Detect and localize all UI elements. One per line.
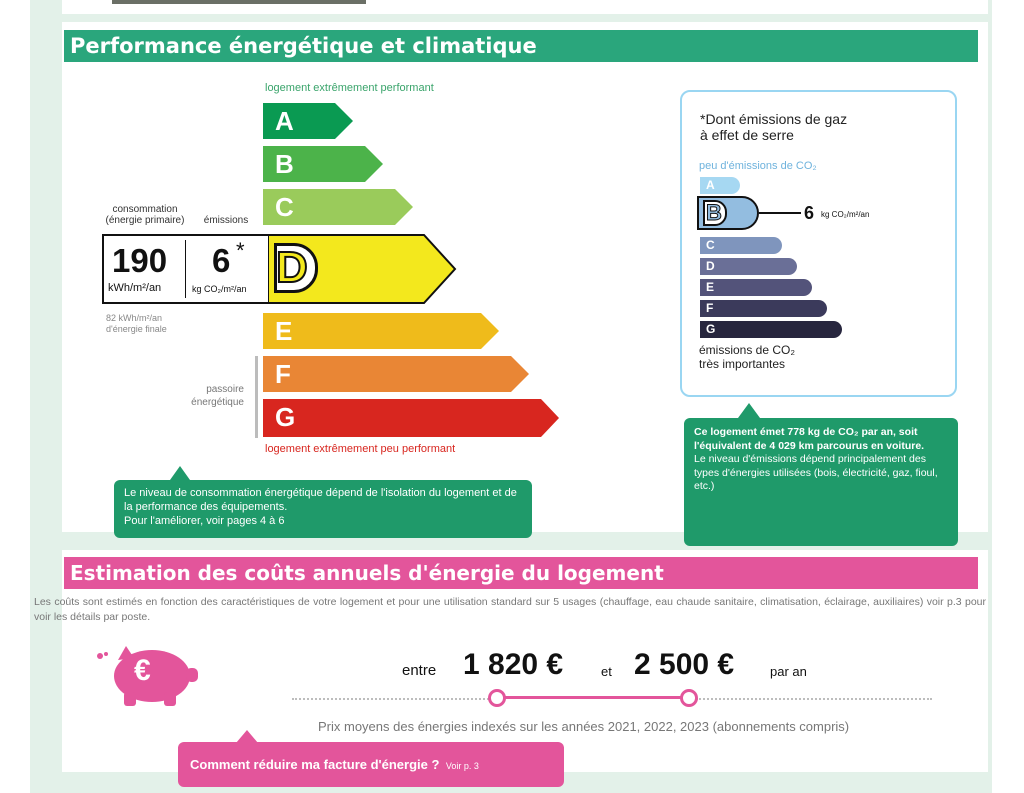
piggy-bank-icon xyxy=(96,640,200,708)
ges-class-d-letter: D xyxy=(706,259,715,273)
ges-bubble-bold: Ce logement émet 778 kg de CO₂ par an, soit l'équivalent de 4 029 km parcourus en voiture. xyxy=(694,426,925,452)
energy-class-a xyxy=(263,103,353,139)
ges-class-g-letter: G xyxy=(706,322,716,336)
emissions-header: émissions xyxy=(203,215,249,226)
cost-min: 1 820 € xyxy=(463,648,564,681)
range-line-left xyxy=(292,698,489,700)
piggy-euro-symbol: € xyxy=(134,654,151,687)
ges-class-c xyxy=(700,237,782,254)
ges-value: 6 xyxy=(804,203,815,223)
energy-bubble-tail xyxy=(170,466,190,480)
energy-info-bubble: Le niveau de consommation énergétique dépend de l'isolation du logement et de la performance des équipements. Pour l'améliorer, voir pages 4 à 6 xyxy=(114,480,532,538)
ges-bottom-label: émissions de CO₂ très importantes xyxy=(699,343,796,371)
ges-value-leader xyxy=(759,212,801,214)
emissions-star: * xyxy=(236,238,245,263)
range-min-marker xyxy=(488,689,506,707)
emissions-unit: kg CO₂/m²/an xyxy=(192,284,247,294)
ges-bubble-tail xyxy=(738,403,760,418)
ges-class-a xyxy=(700,177,740,194)
ges-class-e xyxy=(700,279,812,296)
photo-remnant xyxy=(112,0,366,4)
ges-class-c-letter: C xyxy=(706,238,715,252)
reduce-bill-label: Comment réduire ma facture d'énergie ? xyxy=(190,757,440,772)
energy-class-c-letter: C xyxy=(275,192,294,222)
energy-class-b-letter: B xyxy=(275,149,294,179)
consumption-value: 190 xyxy=(112,242,168,279)
energy-class-g-letter: G xyxy=(275,402,296,432)
energy-section-title: Performance énergétique et climatique xyxy=(64,30,978,62)
ges-info-bubble xyxy=(684,418,958,546)
ges-class-g xyxy=(700,321,842,338)
range-line-right xyxy=(696,698,932,700)
range-line-active xyxy=(496,696,688,699)
costs-section-title: Estimation des coûts annuels d'énergie du logement xyxy=(64,557,978,589)
energy-class-b xyxy=(263,146,383,182)
range-max-marker xyxy=(680,689,698,707)
ges-class-e-letter: E xyxy=(706,280,715,294)
emissions-value: 6 xyxy=(212,242,231,279)
ges-unit: kg CO₂/m²/an xyxy=(821,210,870,219)
energy-class-a-letter: A xyxy=(275,106,294,136)
energy-class-d-current xyxy=(266,233,458,305)
value-divider xyxy=(185,240,186,298)
consumption-header: consommation (énergie primaire) xyxy=(105,204,185,226)
reduce-bill-button[interactable] xyxy=(178,742,564,787)
energy-class-f xyxy=(263,356,529,392)
ges-class-a-letter: A xyxy=(706,178,715,192)
ges-class-b-letter: B xyxy=(706,200,722,225)
cost-entre-label: entre xyxy=(402,662,437,679)
passoire-marker xyxy=(255,356,258,438)
energy-class-f-letter: F xyxy=(275,359,291,389)
cost-et-label: et xyxy=(601,664,612,679)
ges-class-d xyxy=(700,258,797,275)
ges-top-label: peu d'émissions de CO₂ xyxy=(699,160,817,172)
label-top-performance: logement extrêmement performant xyxy=(265,82,434,94)
consumption-unit: kWh/m²/an xyxy=(108,282,162,294)
energy-class-e-letter: E xyxy=(275,316,293,346)
ges-title: *Dont émissions de gaz à effet de serre xyxy=(700,111,848,143)
costs-description: Les coûts sont estimés en fonction des caractéristiques de votre logement et pour une utilisation standard sur 5 usages (chauffage, eau chaude sanitaire, climatisation, éclairage, auxiliaires) voir p.3 pour voir les détails par poste. xyxy=(34,596,986,623)
ges-class-f-letter: F xyxy=(706,301,714,315)
energy-class-e xyxy=(263,313,499,349)
final-energy-note: 82 kWh/m²/an d'énergie finale xyxy=(106,313,167,334)
energy-class-c xyxy=(263,189,413,225)
ges-class-f xyxy=(700,300,827,317)
energy-class-d-letter: D xyxy=(276,243,308,292)
label-bottom-performance: logement extrêmement peu performant xyxy=(265,443,456,455)
cost-par-an-label: par an xyxy=(770,664,807,679)
passoire-label: passoire énergétique xyxy=(191,384,244,408)
reduce-bill-ref: Voir p. 3 xyxy=(445,761,479,771)
energy-class-g xyxy=(263,399,559,435)
prices-note: Prix moyens des énergies indexés sur les années 2021, 2022, 2023 (abonnements compris) xyxy=(318,719,850,734)
ges-bubble-text: Le niveau d'émissions dépend principalement des types d'énergies utilisées (bois, électricité, gaz, fioul, etc.) xyxy=(694,453,938,492)
cost-max: 2 500 € xyxy=(634,648,735,681)
